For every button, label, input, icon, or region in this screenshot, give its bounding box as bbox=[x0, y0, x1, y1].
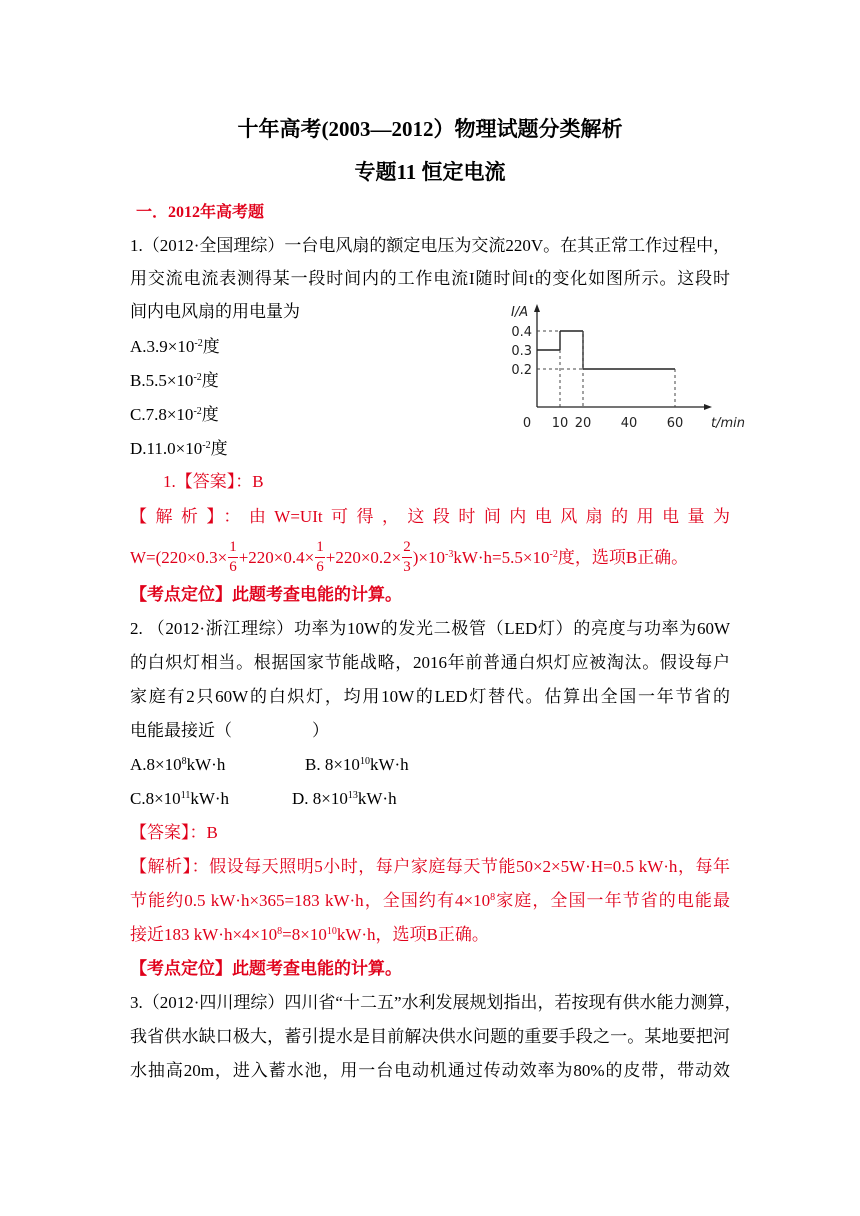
x-axis-label: t/min bbox=[711, 416, 745, 431]
q2-option-a: $A.8\times 10^8kW\cdot h$ bbox=[130, 755, 226, 774]
q2-line-1: 2. （2012·浙江理综）功率为10W的发光二极管（LED灯）的亮度与功率为60W bbox=[130, 619, 730, 638]
q2-analysis-line-2: 节能约0.5 kW·h×365=183 kW·h，全国约有$4\times 10^8$家庭，全国一年节省的电能最 bbox=[130, 891, 731, 910]
fraction-1-6-b: $\frac{1}{6}$ bbox=[316, 538, 324, 575]
q2-answer: 【答案】：B bbox=[130, 823, 218, 842]
q3-line-1: 3.（2012·四川理综）四川省“十二五”水利发展规划指出，若按现有供水能力测算， bbox=[130, 993, 742, 1012]
x-tick-label: 40 bbox=[620, 416, 638, 431]
y-axis-arrow bbox=[534, 304, 540, 312]
q1-option-a: $A.3.9\times 10^{-2}$度 bbox=[130, 337, 220, 356]
x-tick-label: 10 bbox=[551, 416, 569, 431]
x-tick-label: 0 bbox=[522, 416, 532, 431]
x-tick-label: 20 bbox=[574, 416, 592, 431]
fraction-1-6-a: $\frac{1}{6}$ bbox=[229, 538, 237, 575]
x-tick-label: 60 bbox=[666, 416, 684, 431]
q2-analysis-line-1: 【解析】：假设每天照明5小时，每户家庭每天节能50×2×5W·H=0.5 kW·h，每年 bbox=[130, 857, 730, 876]
fraction-2-3: $\frac{2}{3}$ bbox=[403, 538, 411, 575]
q3-line-2: 我省供水缺口极大，蓄引提水是目前解决供水问题的重要手段之一。某地要把河 bbox=[130, 1027, 730, 1046]
y-tick-label: 0.3 bbox=[511, 344, 532, 359]
q2-option-d: D. $8\times 10^{13}kW\cdot h$ bbox=[292, 789, 397, 808]
q1-option-c: $C.7.8\times 10^{-2}$度 bbox=[130, 405, 219, 424]
q1-knowledge-point: 【考点定位】此题考查电能的计算。 bbox=[130, 585, 402, 604]
q1-line-2: 用交流电流表测得某一段时间内的工作电流I随时间t的变化如图所示。这段时 bbox=[130, 269, 730, 288]
y-tick-label: 0.2 bbox=[511, 363, 532, 378]
document-title: 十年高考(2003—2012）物理试题分类解析 bbox=[237, 117, 623, 141]
q1-analysis-formula: W=(220×0.3× $\frac{1}{6}$ +220×0.4× $\frac{1}{6}$ +220×0.2× $\frac{2}{3}$ )$\times 10^{-3}kW\cdot h=5.5\times 10^{-2}$度，选项B正确。 bbox=[130, 538, 689, 575]
q1-analysis-line-1: 【解析】：由W=UIt可得，这段时间内电风扇的用电量为 bbox=[130, 507, 730, 526]
q2-option-c: $C.8\times 10^{11}kW\cdot h$ bbox=[130, 789, 230, 808]
q1-answer: 1.【答案】：B bbox=[163, 472, 264, 491]
q1-line-3: 间内电风扇的用电量为 bbox=[130, 302, 300, 321]
x-axis-arrow bbox=[704, 404, 712, 410]
y-tick-label: 0.4 bbox=[511, 325, 532, 340]
q2-line-3: 家庭有2只60W的白炽灯，均用10W的LED灯替代。估算出全国一年节省的 bbox=[130, 687, 730, 706]
q1-option-d: $D.11.0\times 10^{-2}$度 bbox=[130, 439, 228, 458]
q3-line-3: 水抽高20m，进入蓄水池，用一台电动机通过传动效率为80%的皮带，带动效 bbox=[130, 1061, 730, 1080]
q2-line-4: 电能最接近（ ） bbox=[130, 721, 329, 740]
q2-knowledge-point: 【考点定位】此题考查电能的计算。 bbox=[130, 959, 402, 978]
q2-option-b: B. $8\times 10^{10}kW\cdot h$ bbox=[305, 755, 409, 774]
y-axis-label: I/A bbox=[511, 305, 529, 320]
section-heading: 一．2012年高考题 bbox=[136, 204, 265, 221]
q1-option-b: $B.5.5\times 10^{-2}$度 bbox=[130, 371, 219, 390]
q1-line-1: 1.（2012·全国理综）一台电风扇的额定电压为交流220V。在其正常工作过程中， bbox=[130, 236, 731, 255]
q2-analysis-line-3: 接近183 $kW\cdot h\times 4\times 10^8=8\times 10^{10}kW\cdot h$，选项B正确。 bbox=[130, 925, 489, 944]
document-subtitle: 专题11 恒定电流 bbox=[354, 160, 506, 184]
current-time-graph bbox=[495, 303, 745, 438]
q2-line-2: 的白炽灯相当。根据国家节能战略，2016年前普通白炽灯应被淘汰。假设每户 bbox=[130, 653, 730, 672]
